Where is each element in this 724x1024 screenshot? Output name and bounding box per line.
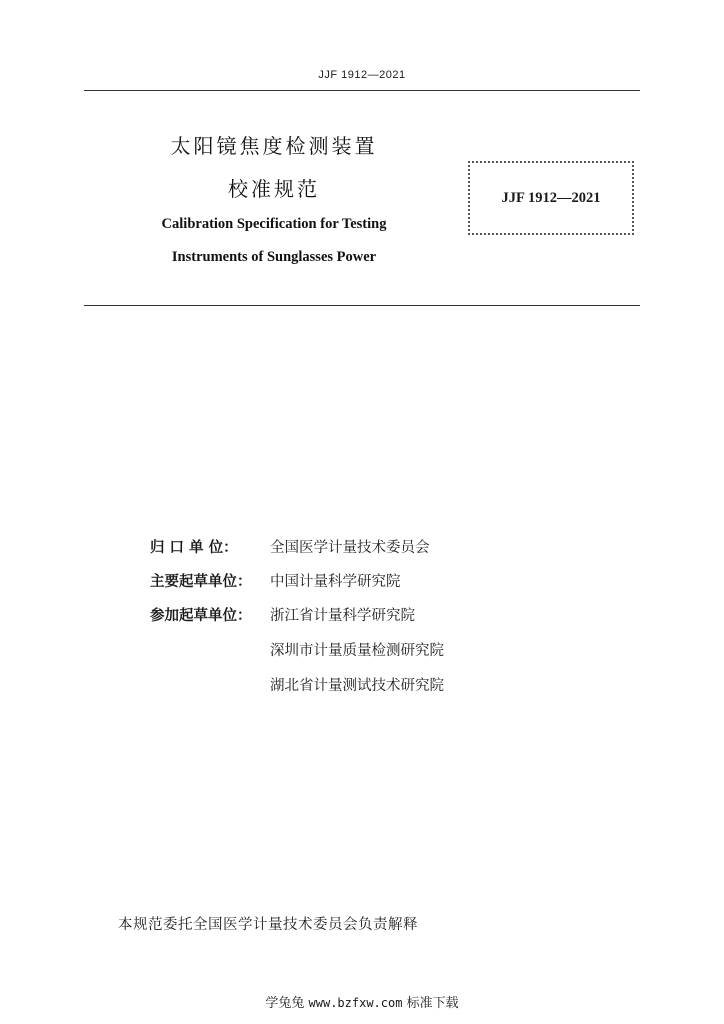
org-responsible-value: 全国医学计量技术委员会 [270,540,430,556]
org-participant-2: 深圳市计量质量检测研究院 [270,643,444,659]
org-participants-label: 参加起草单位： [150,608,252,624]
footer-suffix: 标准下载 [406,996,459,1011]
title-english-line2: Instruments of Sunglasses Power [171,249,377,265]
title-rule [84,305,640,306]
org-main-drafter-value: 中国计量科学研究院 [270,574,401,590]
title-chinese-line2: 校准规范 [228,177,320,201]
standard-code-box [468,161,634,235]
interpretation-note: 本规范委托全国医学计量技术委员会负责解释 [118,917,418,933]
top-rule [84,90,640,91]
title-english-line1: Calibration Specification for Testing [161,216,387,232]
footer-url[interactable]: www.bzfxw.com [308,996,403,1010]
org-participants-row [150,606,415,626]
org-main-drafter-label: 主要起草单位： [150,574,252,590]
org-participant-1: 浙江省计量科学研究院 [270,608,415,624]
header-standard-code: JJF 1912—2021 [318,69,406,81]
footer-prefix: 学兔兔 [265,996,305,1011]
org-responsible-label: 归 口 单 位： [150,540,238,556]
org-participant-3: 湖北省计量测试技术研究院 [270,678,444,694]
org-main-drafter-row [150,572,401,592]
standard-code-box-text: JJF 1912—2021 [501,189,601,206]
org-responsible-row [150,538,430,558]
title-chinese-line1: 太阳镜焦度检测装置 [170,134,378,158]
footer [0,992,724,1011]
